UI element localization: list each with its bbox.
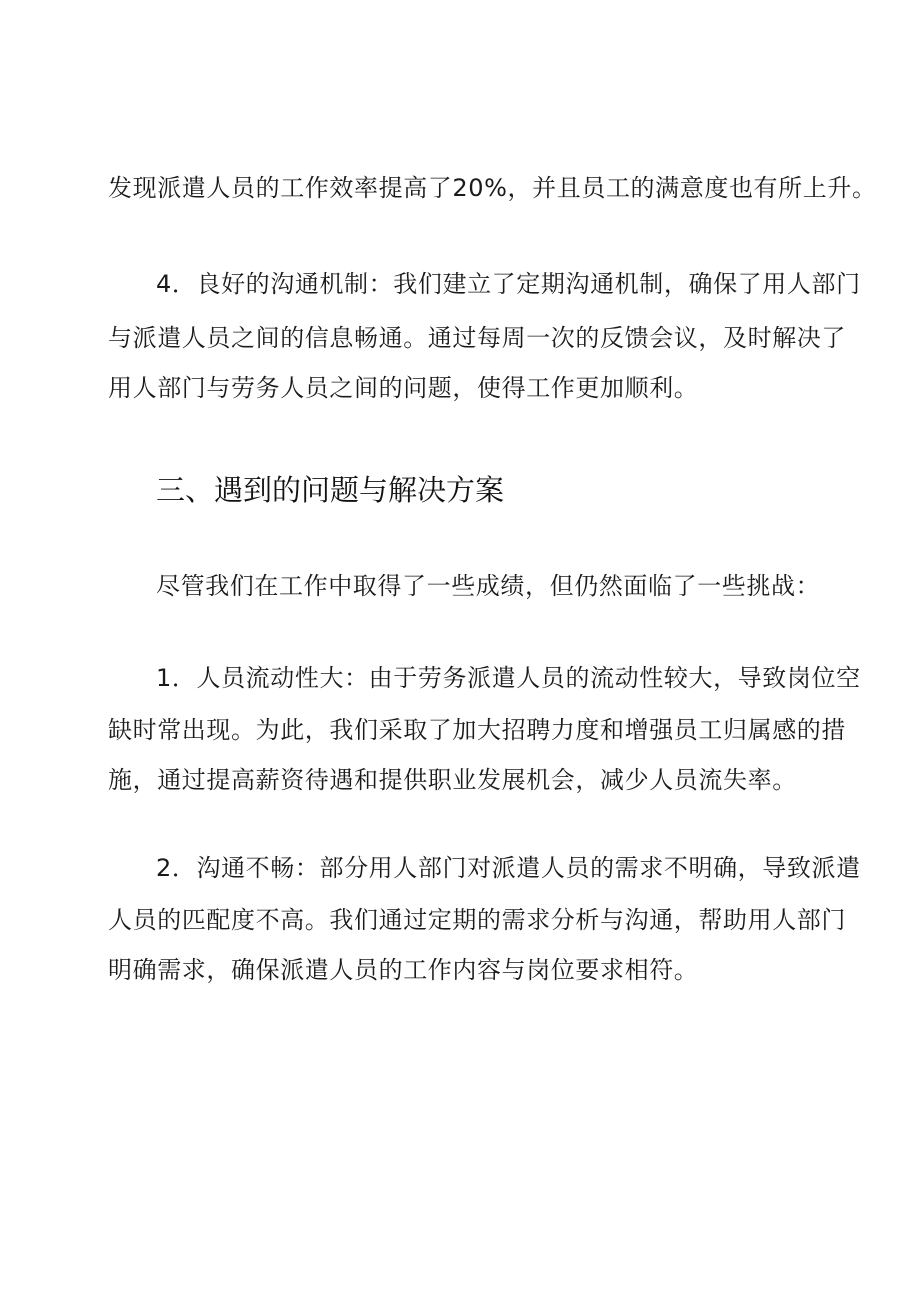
list-item-2-line-1: 2．沟通不畅：部分用人部门对派遣人员的需求不明确，导致派遣 xyxy=(156,854,861,882)
list-item-1-line-1: 1．人员流动性大：由于劳务派遣人员的流动性较大，导致岗位空 xyxy=(156,664,861,692)
list-item-2-line-2: 人员的匹配度不高。我们通过定期的需求分析与沟通，帮助用人部门 xyxy=(108,906,846,934)
list-item-1-line-3: 施，通过提高薪资待遇和提供职业发展机会，减少人员流失率。 xyxy=(108,766,797,794)
list-item-1-line-2: 缺时常出现。为此，我们采取了加大招聘力度和增强员工归属感的措 xyxy=(108,716,846,744)
list-item-2-line-3: 明确需求，确保派遣人员的工作内容与岗位要求相符。 xyxy=(108,956,699,984)
section-heading: 三、遇到的问题与解决方案 xyxy=(156,473,505,507)
list-item-4-line-1: 4．良好的沟通机制：我们建立了定期沟通机制，确保了用人部门 xyxy=(156,270,861,298)
paragraph-continuation: 发现派遣人员的工作效率提高了20%，并且员工的满意度也有所上升。 xyxy=(108,174,877,202)
section-intro: 尽管我们在工作中取得了一些成绩，但仍然面临了一些挑战： xyxy=(156,572,821,600)
list-item-4-line-3: 用人部门与劳务人员之间的问题，使得工作更加顺利。 xyxy=(108,374,699,402)
list-item-4-line-2: 与派遣人员之间的信息畅通。通过每周一次的反馈会议，及时解决了 xyxy=(108,324,846,352)
